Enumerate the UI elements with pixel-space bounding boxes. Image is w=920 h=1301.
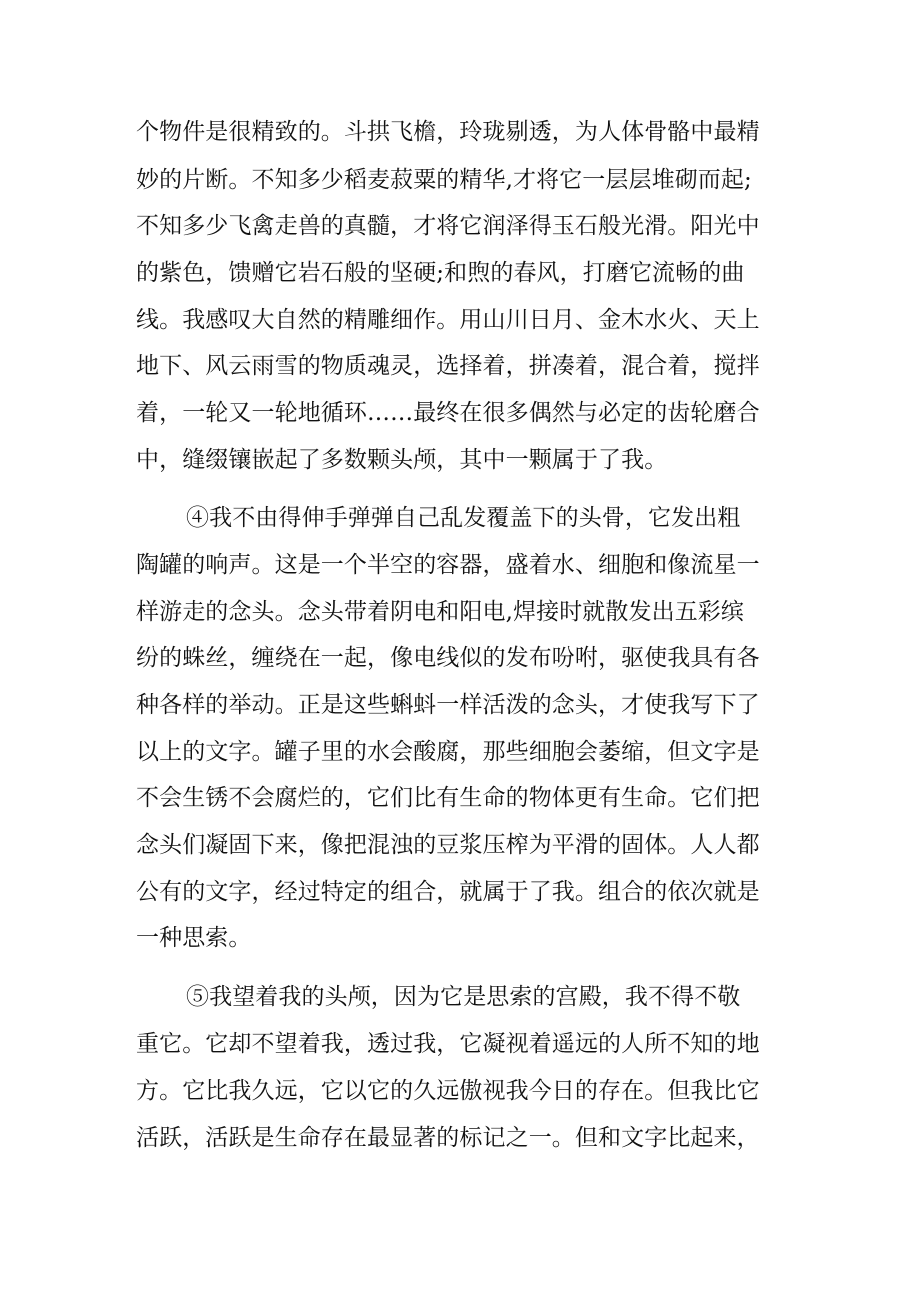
text-line: 地下、风云雨雪的物质魂灵，选择着，拼凑着，混合着，搅拌 <box>136 353 760 379</box>
text-line: 公有的文字，经过特定的组合，就属于了我。组合的依次就是 <box>136 879 760 905</box>
text-line: 陶罐的响声。这是一个半空的容器，盛着水、细胞和像流星一 <box>136 552 760 578</box>
text-line: 的紫色，馈赠它岩石般的坚硬;和煦的春风，打磨它流畅的曲 <box>136 260 745 286</box>
text-line: 一种思索。 <box>136 925 252 951</box>
text-line: 个物件是很精致的。斗拱飞檐，玲珑剔透，为人体骨骼中最精 <box>136 119 760 145</box>
text-line: 念头们凝固下来，像把混浊的豆浆压榨为平滑的固体。人人都 <box>136 832 760 858</box>
paragraph-4-first-line: ④我不由得伸手弹弹自己乱发覆盖下的头骨，它发出粗 <box>186 505 741 531</box>
text-line: 不会生锈不会腐烂的，它们比有生命的物体更有生命。它们把 <box>136 785 760 811</box>
text-line: 不知多少飞禽走兽的真髓，才将它润泽得玉石般光滑。阳光中 <box>136 213 760 239</box>
text-line: 着，一轮又一轮地循环……最终在很多偶然与必定的齿轮磨合 <box>136 400 760 426</box>
text-line: 中，缝缀镶嵌起了多数颗头颅，其中一颗属于了我。 <box>136 447 668 473</box>
text-line: 纷的蛛丝，缠绕在一起，像电线似的发布吩咐，驱使我具有各 <box>136 645 760 671</box>
paragraph-5-first-line: ⑤我望着我的头颅，因为它是思索的宫殿，我不得不敬 <box>186 984 741 1010</box>
text-line: 线。我感叹大自然的精雕细作。用山川日月、金木水火、天上 <box>136 307 760 333</box>
text-line: 种各样的举动。正是这些蝌蚪一样活泼的念头，才使我写下了 <box>136 692 760 718</box>
text-line: 妙的片断。不知多少稻麦菽粟的精华,才将它一层层堆砌而起; <box>136 167 752 193</box>
text-line: 以上的文字。罐子里的水会酸腐，那些细胞会萎缩，但文字是 <box>136 739 760 765</box>
text-line: 活跃，活跃是生命存在最显著的标记之一。但和文字比起来， <box>136 1125 760 1151</box>
text-line: 重它。它却不望着我，透过我，它凝视着遥远的人所不知的地 <box>136 1031 760 1057</box>
text-line: 方。它比我久远，它以它的久远傲视我今日的存在。但我比它 <box>136 1078 760 1104</box>
text-line: 样游走的念头。念头带着阴电和阳电,焊接时就散发出五彩缤 <box>136 599 745 625</box>
